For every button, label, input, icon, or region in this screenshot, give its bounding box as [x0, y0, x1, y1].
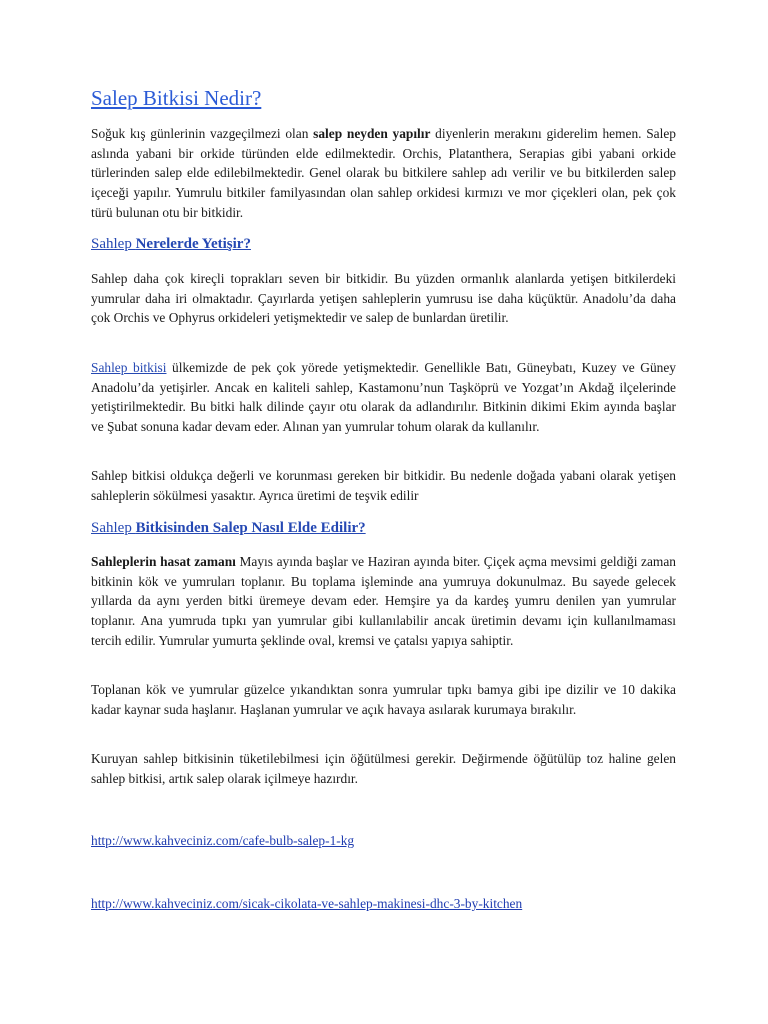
intro-bold-phrase: salep neyden yapılır: [313, 126, 431, 141]
regions-paragraph: [91, 358, 676, 437]
heading-strong-part: Nerelerde Yetişir?: [135, 236, 251, 252]
intro-paragraph: [91, 124, 676, 223]
page-title[interactable]: Salep Bitkisi Nedir?: [91, 86, 262, 110]
grinding-paragraph: Kuruyan sahlep bitkisinin tüketilebilmesi için öğütülmesi gerekir. Değirmende öğütülüp toz haline gelen sahlep bitkisi, artık salep olarak içilmeye hazırdır.: [91, 751, 676, 786]
harvest-text: Mayıs ayında başlar ve Haziran ayında biter. Çiçek açma mevsimi geldiği zaman bitkinin kök ve yumruları toplanır. Bu toplama işleminde ana yumruya dokunulmaz. Bu sayede gelecek yıllarda da aynı yerden bitki üremeye devam eder. Hemşire ya da kardeş yumru denilen yan yumrular toplanır. Ana yumruda tıpkı yan yumrular gibi kullanılabilir ancak üretimin devamı için kullanılmaması tercih edilir. Yumrular yumurta şeklinde oval, kremsi ve çatalsı yapıya sahiptir.: [91, 554, 676, 648]
intro-text-rest: diyenlerin merakını giderelim hemen. Salep aslında yabani bir orkide türünden elde edilmektedir. Orchis, Platanthera, Serapias gibi yabani orkide türlerinden salep elde edilebilmektedir. Genel olarak bu bitkilere sahlep adı verilir ve bu bitkilerden salep içeceği yapılır. Yumrulu bitkiler familyasından olan sahlep orkidesi kırmızı ve mor çiçekleri olan, pek çok türü bulunan otu bir bitkidir.: [91, 126, 676, 220]
heading-strong-part: Bitkisinden Salep Nasıl Elde Edilir?: [135, 520, 366, 536]
protection-paragraph: Sahlep bitkisi oldukça değerli ve korunması gereken bir bitkidir. Bu nedenle doğada yabani olarak yetişen sahleplerin sökülmesi yasaktır. Ayrıca üretimi de teşvik edilir: [91, 468, 676, 503]
heading-plain-part: Sahlep: [91, 520, 136, 536]
harvest-paragraph: [91, 552, 676, 651]
soil-paragraph: Sahlep daha çok kireçli toprakları seven bir bitkidir. Bu yüzden ormanlık alanlarda yetişen bitkilerdeki yumrular daha iri olmaktadır. Çayırlarda yetişen sahleplerin yumrusu ise daha küçüktür. Anadolu’da daha çok Orchis ve Ophyrus orkideleri yetişmektedir ve salep de bunlardan üretilir.: [91, 271, 676, 326]
section-heading-where-grows[interactable]: [91, 236, 251, 253]
section-heading-how-made[interactable]: [91, 520, 366, 537]
intro-text-start: Soğuk kış günlerinin vazgeçilmezi olan: [91, 126, 314, 141]
harvest-bold-phrase: Sahleplerin hasat zamanı: [91, 554, 236, 569]
regions-text: ülkemizde de pek çok yörede yetişmektedir. Genellikle Batı, Güneybatı, Kuzey ve Güney Anadolu’da yetişirler. Ancak en kaliteli sahlep, Kastamonu’nun Taşköprü ve Yozgat’ın Akdağ ilçelerinde yetiştirilmektedir. Bu bitki halk dilinde çayır otu olarak da adlandırılır. Bitkinin dikimi Ekim ayında başlar ve Şubat sonuna kadar devam eder. Alınan yan yumrular tohum olarak da kullanılır.: [91, 360, 676, 435]
sahlep-bitkisi-link[interactable]: Sahlep bitkisi: [91, 360, 167, 375]
product-link-salep[interactable]: http://www.kahveciniz.com/cafe-bulb-salep-1-kg: [91, 833, 355, 848]
product-link-machine[interactable]: http://www.kahveciniz.com/sicak-cikolata-ve-sahlep-makinesi-dhc-3-by-kitchen: [91, 896, 523, 911]
heading-plain-part: Sahlep: [91, 236, 136, 252]
boiling-paragraph: Toplanan kök ve yumrular güzelce yıkandıktan sonra yumrular tıpkı bamya gibi ipe dizilir ve 10 dakika kadar kaynar suda haşlanır. Haşlanan yumrular ve açık havaya asılarak kurumaya bırakılır.: [91, 682, 676, 717]
